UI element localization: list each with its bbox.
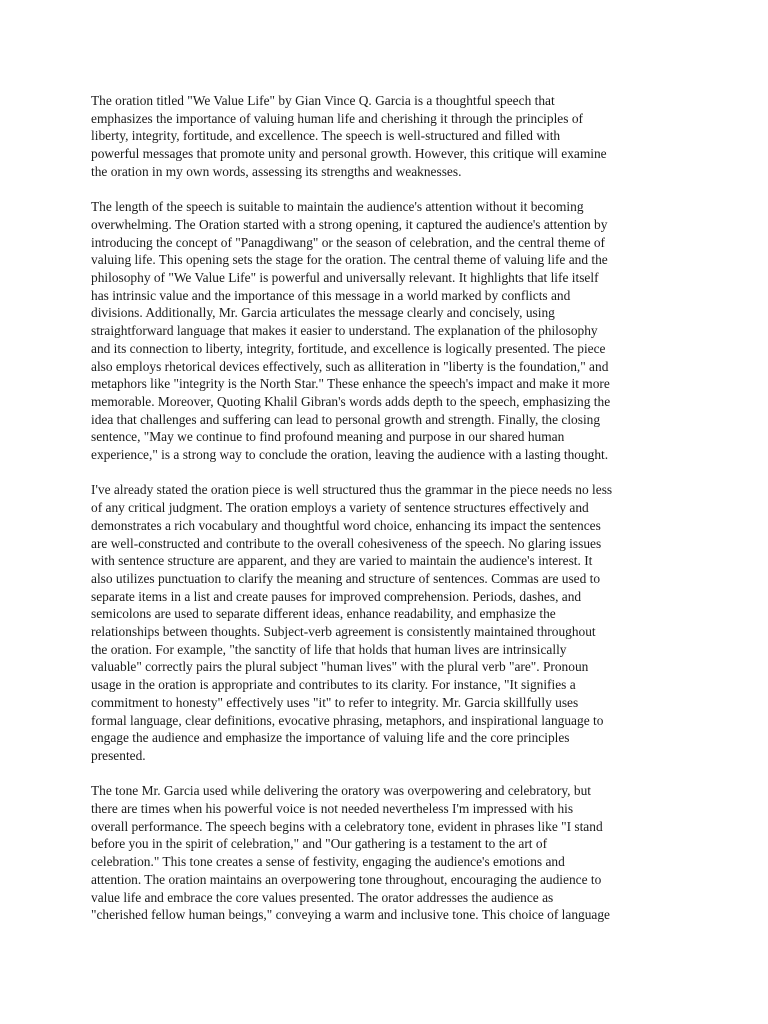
paragraph-length-and-structure — [91, 198, 685, 464]
text-line: the oration in my own words, assessing its strengths and weaknesses. — [91, 163, 462, 179]
text-line: I've already stated the oration piece is well structured thus the grammar in the piece needs no less — [91, 482, 613, 498]
text-line: philosophy of "We Value Life" is powerful and universally relevant. It highlights that life itself — [91, 270, 599, 286]
text-line: separate items in a list and create pauses for improved comprehension. Periods, dashes, and — [91, 588, 582, 604]
text-line: celebration." This tone creates a sense of festivity, engaging the audience's emotions and — [91, 854, 565, 870]
text-line: semicolons are used to separate different ideas, enhance readability, and emphasize the — [91, 606, 556, 622]
paragraph-introduction — [91, 92, 685, 181]
text-line: The length of the speech is suitable to maintain the audience's attention without it becoming — [91, 199, 584, 215]
text-line: powerful messages that promote unity and personal growth. However, this critique will examine — [91, 146, 607, 162]
text-line: has intrinsic value and the importance of this message in a world marked by conflicts and — [91, 287, 571, 303]
text-line: there are times when his powerful voice is not needed nevertheless I'm impressed with his — [91, 801, 574, 817]
text-line: and its connection to liberty, integrity, fortitude, and excellence is logically presented. The piece — [91, 340, 606, 356]
text-line: formal language, clear definitions, evocative phrasing, metaphors, and inspirational language to — [91, 712, 604, 728]
text-line: idea that challenges and suffering can lead to personal growth and strength. Finally, the closing — [91, 411, 601, 427]
text-line: presented. — [91, 747, 146, 763]
text-line: valuable" correctly pairs the plural subject "human lives" with the plural verb "are". Pronoun — [91, 659, 589, 675]
text-line: "cherished fellow human beings," conveying a warm and inclusive tone. This choice of language — [91, 907, 611, 923]
text-line: divisions. Additionally, Mr. Garcia articulates the message clearly and concisely, using — [91, 305, 555, 321]
text-line: overall performance. The speech begins with a celebratory tone, evident in phrases like "I stand — [91, 818, 603, 834]
text-line: memorable. Moreover, Quoting Khalil Gibran's words adds depth to the speech, emphasizing the — [91, 393, 611, 409]
text-line: overwhelming. The Oration started with a strong opening, it captured the audience's attention by — [91, 216, 608, 232]
text-line: also employs rhetorical devices effectively, such as alliteration in "liberty is the foundation," and — [91, 358, 609, 374]
text-line: relationships between thoughts. Subject-verb agreement is consistently maintained throughout — [91, 624, 596, 640]
text-line: the oration. For example, "the sanctity of life that holds that human lives are intrinsically — [91, 641, 567, 657]
text-line: of any critical judgment. The oration employs a variety of sentence structures effectively and — [91, 500, 589, 516]
text-line: engage the audience and emphasize the importance of valuing life and the core principles — [91, 730, 570, 746]
text-line: usage in the oration is appropriate and contributes to its clarity. For instance, "It signifies a — [91, 677, 576, 693]
text-line: metaphors like "integrity is the North Star." These enhance the speech's impact and make it more — [91, 376, 610, 392]
text-line: demonstrates a rich vocabulary and thoughtful word choice, enhancing its impact the sentences — [91, 517, 601, 533]
paragraph-tone — [91, 782, 685, 924]
text-line: before you in the spirit of celebration," and "Our gathering is a testament to the art of — [91, 836, 548, 852]
text-line: The tone Mr. Garcia used while delivering the oratory was overpowering and celebratory, but — [91, 783, 591, 799]
text-line: commitment to honesty" effectively uses "it" to refer to integrity. Mr. Garcia skillfully uses — [91, 694, 579, 710]
text-line: are well-constructed and contribute to the overall cohesiveness of the speech. No glaring issues — [91, 535, 602, 551]
text-line: The oration titled "We Value Life" by Gian Vince Q. Garcia is a thoughtful speech that — [91, 93, 555, 108]
text-line: with sentence structure are apparent, and they are varied to maintain the audience's interest. It — [91, 553, 593, 569]
text-line: attention. The oration maintains an overpowering tone throughout, encouraging the audience to — [91, 871, 602, 887]
text-line: valuing life. This opening sets the stage for the oration. The central theme of valuing life and the — [91, 252, 608, 268]
paragraph-grammar — [91, 481, 685, 764]
text-line: straightforward language that makes it easier to understand. The explanation of the philosophy — [91, 323, 598, 339]
text-line: introducing the concept of "Panagdiwang" or the season of celebration, and the central theme of — [91, 234, 606, 250]
text-line: sentence, "May we continue to find profound meaning and purpose in our shared human — [91, 429, 565, 445]
text-line: value life and embrace the core values presented. The orator addresses the audience as — [91, 889, 554, 905]
text-line: experience," is a strong way to conclude the oration, leaving the audience with a lasting thought. — [91, 447, 609, 463]
document-body — [91, 92, 685, 942]
text-line: liberty, integrity, fortitude, and excellence. The speech is well-structured and filled with — [91, 128, 561, 144]
text-line: emphasizes the importance of valuing human life and cherishing it through the principles of — [91, 110, 583, 126]
text-line: also utilizes punctuation to clarify the meaning and structure of sentences. Commas are used to — [91, 570, 601, 586]
